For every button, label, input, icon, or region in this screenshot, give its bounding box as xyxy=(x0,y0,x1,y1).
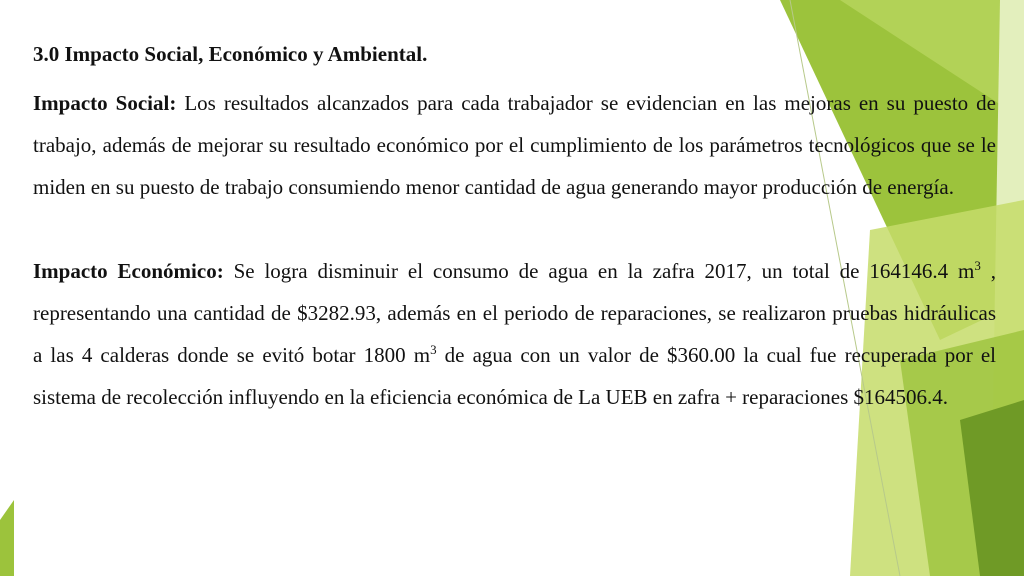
green-shape-left-bottom xyxy=(0,500,14,576)
economic-impact-text-b: , representando una cantidad de $3282.93, además en el periodo de reparaciones, se realizaron pruebas hidráulicas a las 4 calderas donde se evitó botar 1800 m xyxy=(33,259,996,367)
slide-body xyxy=(33,38,996,418)
cubic-superscript-a: 3 xyxy=(974,258,981,273)
social-impact-text: Los resultados alcanzados para cada trabajador se evidencian en las mejoras en su puesto de trabajo, además de mejorar su resultado económico por el cumplimiento de los parámetros tecnológicos que se le miden en su puesto de trabajo consumiendo menor cantidad de agua generando mayor producción de energía. xyxy=(33,91,996,199)
economic-impact-text-c: de agua con un valor de $360.00 la cual fue recuperada por el sistema de recolección influyendo en la eficiencia económica de La UEB en zafra + reparaciones $164506.4. xyxy=(33,343,997,409)
social-impact-paragraph xyxy=(33,82,996,208)
social-impact-label: Impacto Social: xyxy=(33,91,177,115)
economic-impact-label: Impacto Económico: xyxy=(33,259,224,283)
economic-impact-paragraph xyxy=(33,250,996,418)
cubic-superscript-b: 3 xyxy=(430,342,437,357)
economic-impact-text-a: Se logra disminuir el consumo de agua en la zafra 2017, un total de 164146.4 m xyxy=(223,259,975,283)
slide-title: 3.0 Impacto Social, Económico y Ambiental. xyxy=(33,42,428,66)
